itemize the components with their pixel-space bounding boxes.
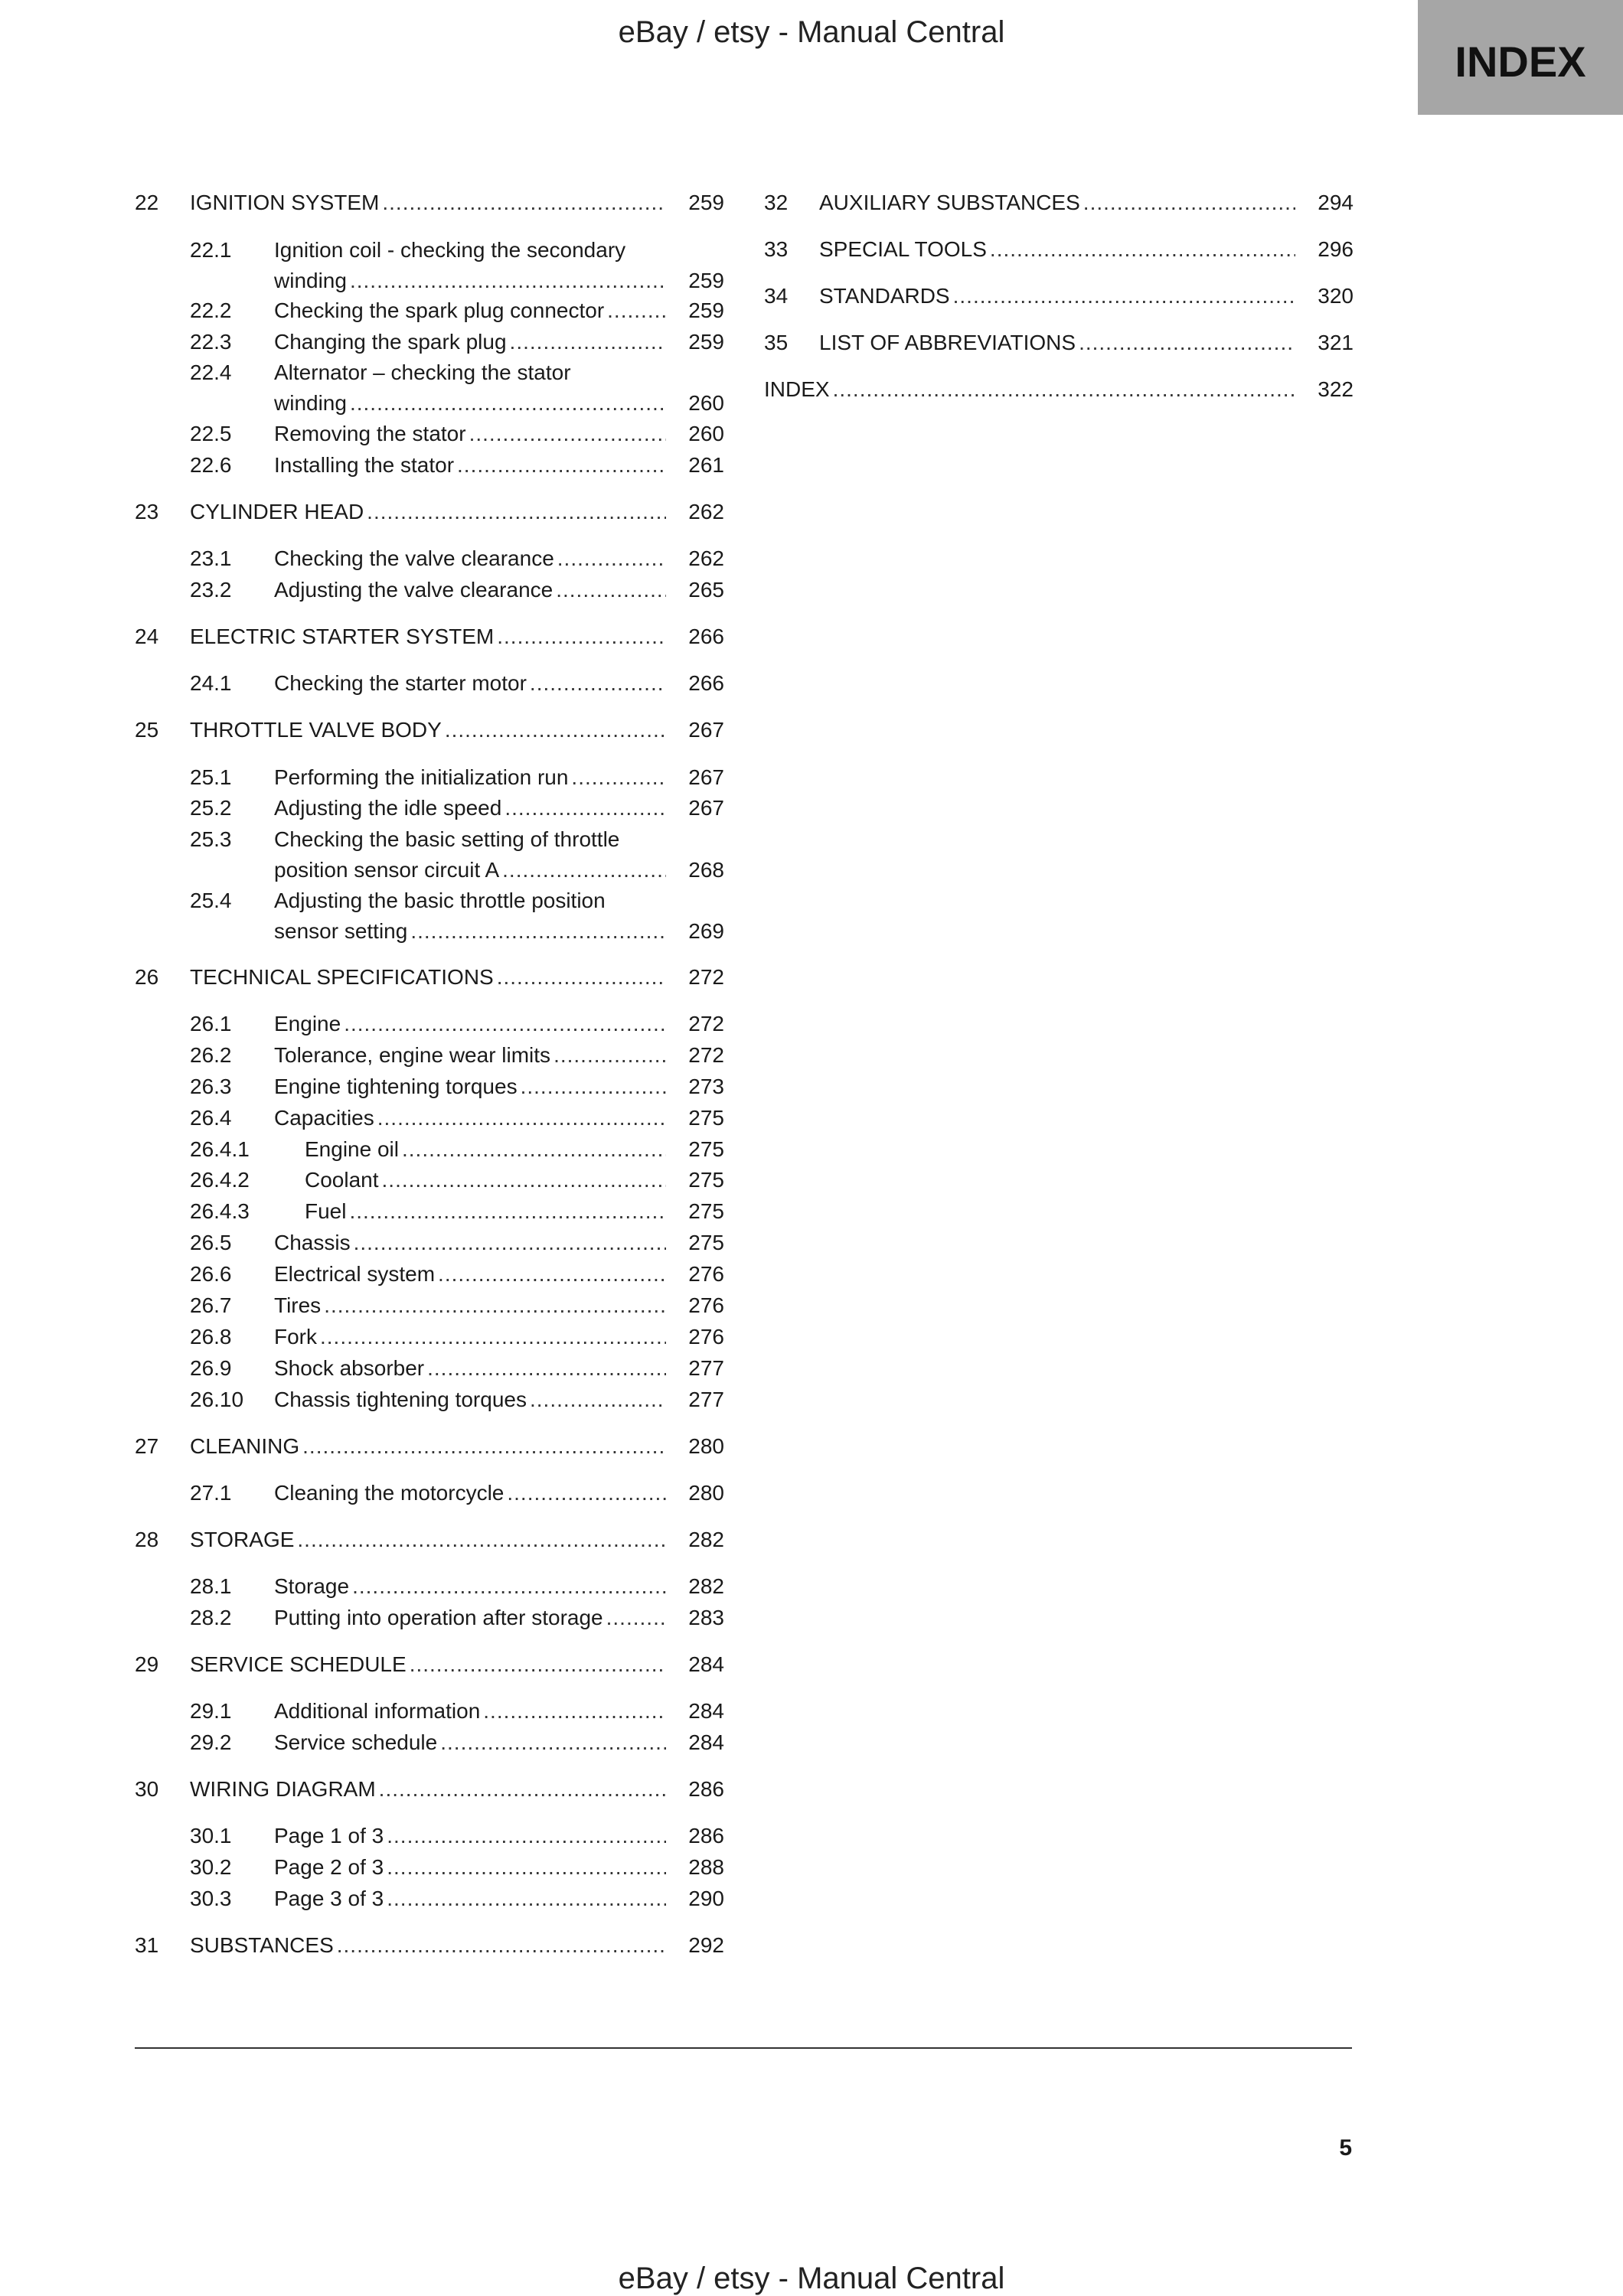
- toc-number: 26.4: [190, 1106, 232, 1130]
- toc-title: Page 3 of 3: [274, 1887, 384, 1910]
- toc-leader: [297, 1525, 666, 1555]
- toc-title: Service schedule: [274, 1730, 438, 1754]
- toc-leader: [571, 762, 666, 793]
- toc-number: 30.3: [190, 1887, 232, 1910]
- toc-title-line2: winding: [274, 269, 347, 292]
- toc-page: 272: [688, 965, 724, 989]
- toc-index[interactable]: [764, 374, 1354, 405]
- toc-section-26-8[interactable]: [190, 1322, 724, 1352]
- toc-number: 25.2: [190, 796, 232, 820]
- toc-title-line1: Alternator – checking the stator: [274, 360, 571, 384]
- footer-watermark: eBay / etsy - Manual Central: [618, 2262, 1005, 2295]
- toc-number: 34: [764, 284, 789, 308]
- toc-section-26-9[interactable]: [190, 1353, 724, 1384]
- toc-number: 26: [135, 965, 159, 989]
- toc-leader: [440, 1727, 666, 1758]
- toc-page: 282: [688, 1574, 724, 1598]
- toc-section-29-1[interactable]: [190, 1696, 724, 1727]
- toc-page: 276: [688, 1325, 724, 1349]
- toc-page: 288: [688, 1855, 724, 1879]
- toc-number: 26.8: [190, 1325, 232, 1349]
- toc-number: 26.2: [190, 1043, 232, 1067]
- toc-title-line1: Adjusting the basic throttle position: [274, 889, 606, 912]
- toc-title: Checking the spark plug connector: [274, 298, 605, 322]
- toc-section-26-2[interactable]: [190, 1040, 724, 1071]
- toc-title-line2: winding: [274, 391, 347, 415]
- toc-section-22-1[interactable]: [190, 235, 724, 296]
- toc-section-26-3[interactable]: [190, 1071, 724, 1102]
- toc-page: 320: [1318, 284, 1354, 308]
- toc-title: SPECIAL TOOLS: [819, 237, 987, 261]
- toc-number: 26.4.2: [190, 1168, 250, 1192]
- toc-page: 275: [688, 1231, 724, 1254]
- toc-title-line1: Ignition coil - checking the secondary: [274, 238, 626, 262]
- toc-page: 280: [688, 1434, 724, 1458]
- toc-page: 284: [688, 1652, 724, 1676]
- toc-page: 269: [688, 919, 724, 943]
- toc-section-23-1[interactable]: [190, 543, 724, 574]
- toc-number: 28.1: [190, 1574, 232, 1598]
- toc-leader: [387, 1883, 666, 1914]
- toc-leader: [530, 668, 666, 699]
- toc-leader: [510, 327, 666, 357]
- toc-title-line2: sensor setting: [274, 919, 408, 943]
- toc-page: 286: [688, 1777, 724, 1801]
- toc-number: 27: [135, 1434, 159, 1458]
- toc-section-24-1[interactable]: [190, 668, 724, 699]
- toc-title: Page 2 of 3: [274, 1855, 384, 1879]
- toc-leader: [554, 1040, 666, 1071]
- toc-chapter-31[interactable]: [135, 1930, 724, 1961]
- toc-number: 25.3: [190, 827, 232, 851]
- toc-section-30-1[interactable]: [190, 1821, 724, 1851]
- toc-section-26-5[interactable]: [190, 1228, 724, 1258]
- toc-number: 24: [135, 625, 159, 648]
- toc-title: Performing the initialization run: [274, 765, 569, 789]
- toc-title: TECHNICAL SPECIFICATIONS: [190, 965, 494, 989]
- toc-number: 32: [764, 191, 789, 214]
- toc-page: 277: [688, 1388, 724, 1411]
- toc-leader: [1079, 328, 1295, 358]
- toc-number: 25.4: [190, 889, 232, 912]
- toc-number: 30.2: [190, 1855, 232, 1879]
- toc-title: THROTTLE VALVE BODY: [190, 718, 442, 742]
- toc-title: Changing the spark plug: [274, 330, 507, 354]
- toc-title: STANDARDS: [819, 284, 950, 308]
- toc-number: 30.1: [190, 1824, 232, 1848]
- toc-leader: [377, 1103, 666, 1133]
- toc-page: 268: [688, 858, 724, 882]
- toc-page: 280: [688, 1481, 724, 1505]
- toc-page: 286: [688, 1824, 724, 1848]
- toc-title: Page 1 of 3: [274, 1824, 384, 1848]
- toc-section-22-5[interactable]: [190, 419, 724, 449]
- toc-page: 275: [688, 1168, 724, 1192]
- toc-page: 292: [688, 1933, 724, 1957]
- toc-number: 29: [135, 1652, 159, 1676]
- toc-page: 272: [688, 1043, 724, 1067]
- toc-section-27-1[interactable]: [190, 1478, 724, 1508]
- toc-chapter-32[interactable]: [764, 188, 1354, 218]
- toc-leader: [320, 1322, 666, 1352]
- toc-section-22-2[interactable]: [190, 295, 724, 326]
- toc-page: 259: [688, 191, 724, 214]
- toc-section-30-2[interactable]: [190, 1852, 724, 1883]
- toc-leader: [352, 1571, 666, 1602]
- toc-number: 26.9: [190, 1356, 232, 1380]
- toc-page: 284: [688, 1730, 724, 1754]
- toc-section-29-2[interactable]: [190, 1727, 724, 1758]
- toc-number: 23: [135, 500, 159, 523]
- toc-chapter-26[interactable]: [135, 962, 724, 993]
- toc-page: 260: [688, 422, 724, 445]
- toc-leader: [833, 374, 1295, 405]
- toc-leader: [530, 1384, 666, 1415]
- toc-number: 22: [135, 191, 159, 214]
- toc-leader: [1083, 188, 1295, 218]
- toc-page: 275: [688, 1199, 724, 1223]
- toc-title: Engine: [274, 1012, 341, 1035]
- toc-page: 266: [688, 625, 724, 648]
- toc-number: 35: [764, 331, 789, 354]
- toc-chapter-23[interactable]: [135, 497, 724, 527]
- toc-page: 267: [688, 718, 724, 742]
- toc-section-22-6[interactable]: [190, 450, 724, 481]
- toc-title: Engine tightening torques: [274, 1075, 518, 1098]
- toc-page: 321: [1318, 331, 1354, 354]
- toc-leader: [382, 188, 666, 218]
- toc-number: 24.1: [190, 671, 232, 695]
- toc-leader: [387, 1821, 666, 1851]
- toc-page: 262: [688, 546, 724, 570]
- toc-number: 26.6: [190, 1262, 232, 1286]
- toc-page: 267: [688, 765, 724, 789]
- toc-number: 26.5: [190, 1231, 232, 1254]
- toc-number: 25.1: [190, 765, 232, 789]
- toc-chapter-30[interactable]: [135, 1774, 724, 1805]
- toc-title: CLEANING: [190, 1434, 300, 1458]
- toc-leader: [350, 266, 666, 296]
- toc-title: Adjusting the valve clearance: [274, 578, 554, 602]
- toc-section-26-1[interactable]: [190, 1009, 724, 1039]
- toc-title: Capacities: [274, 1106, 374, 1130]
- toc-title: Putting into operation after storage: [274, 1606, 603, 1629]
- toc-number: 22.5: [190, 422, 232, 445]
- toc-section-22-4[interactable]: [190, 357, 724, 419]
- toc-page: 275: [688, 1137, 724, 1161]
- toc-chapter-29[interactable]: [135, 1649, 724, 1680]
- toc-subsection-26-4-3[interactable]: [190, 1196, 724, 1227]
- toc-title: Storage: [274, 1574, 350, 1598]
- index-tab[interactable]: [1418, 0, 1623, 115]
- toc-title: Tires: [274, 1293, 322, 1317]
- toc-page: 290: [688, 1887, 724, 1910]
- toc-number: 29.2: [190, 1730, 232, 1754]
- toc-section-26-7[interactable]: [190, 1290, 724, 1321]
- toc-subsection-26-4-1[interactable]: [190, 1134, 724, 1165]
- toc-page: 266: [688, 671, 724, 695]
- toc-page: 267: [688, 796, 724, 820]
- toc-page: 262: [688, 500, 724, 523]
- toc-title: LIST OF ABBREVIATIONS: [819, 331, 1076, 354]
- toc-number: 26.4.1: [190, 1137, 250, 1161]
- toc-chapter-24[interactable]: [135, 621, 724, 652]
- toc-leader: [410, 1649, 666, 1680]
- toc-leader: [505, 793, 666, 823]
- toc-page: 260: [688, 391, 724, 415]
- toc-section-25-3[interactable]: [190, 824, 724, 885]
- toc-leader: [445, 715, 666, 745]
- toc-number: 22.4: [190, 360, 232, 384]
- toc-leader: [606, 1603, 666, 1633]
- toc-title: ELECTRIC STARTER SYSTEM: [190, 625, 495, 648]
- toc-section-28-2[interactable]: [190, 1603, 724, 1633]
- toc-title: Checking the valve clearance: [274, 546, 554, 570]
- toc-title: IGNITION SYSTEM: [190, 191, 380, 214]
- toc-leader: [556, 575, 666, 605]
- toc-section-26-4[interactable]: [190, 1103, 724, 1133]
- toc-title: Engine oil: [305, 1137, 399, 1161]
- toc-section-25-4[interactable]: [190, 885, 724, 947]
- toc-title: Removing the stator: [274, 422, 466, 445]
- toc-title: Chassis tightening torques: [274, 1388, 527, 1411]
- toc-number: 28: [135, 1528, 159, 1551]
- page-number: 5: [1339, 2135, 1352, 2161]
- toc-number: 26.1: [190, 1012, 232, 1035]
- toc-number: 25: [135, 718, 159, 742]
- toc-section-28-1[interactable]: [190, 1571, 724, 1602]
- toc-title: Cleaning the motorcycle: [274, 1481, 505, 1505]
- toc-number: 22.2: [190, 298, 232, 322]
- toc-leader: [427, 1353, 666, 1384]
- toc-number: 31: [135, 1933, 159, 1957]
- header-watermark: eBay / etsy - Manual Central: [618, 15, 1005, 49]
- toc-leader: [497, 962, 666, 993]
- toc-title-line2: position sensor circuit A: [274, 858, 500, 882]
- toc-number: 30: [135, 1777, 159, 1801]
- toc-title: WIRING DIAGRAM: [190, 1777, 376, 1801]
- toc-title: SUBSTANCES: [190, 1933, 334, 1957]
- toc-section-25-1[interactable]: [190, 762, 724, 793]
- toc-leader: [337, 1930, 666, 1961]
- toc-number: 22.1: [190, 238, 232, 262]
- toc-page: 296: [1318, 237, 1354, 261]
- toc-chapter-34[interactable]: [764, 281, 1354, 311]
- toc-leader: [367, 497, 666, 527]
- toc-title: Checking the starter motor: [274, 671, 527, 695]
- toc-number: 26.3: [190, 1075, 232, 1098]
- toc-number: 23.2: [190, 578, 232, 602]
- toc-page: 259: [688, 298, 724, 322]
- toc-subsection-26-4-2[interactable]: [190, 1165, 724, 1195]
- toc-title: INDEX: [764, 377, 830, 401]
- toc-title: Adjusting the idle speed: [274, 796, 502, 820]
- toc-title: Fuel: [305, 1199, 347, 1223]
- toc-title: Installing the stator: [274, 453, 455, 477]
- toc-section-23-2[interactable]: [190, 575, 724, 605]
- toc-title: Tolerance, engine wear limits: [274, 1043, 551, 1067]
- toc-page: 284: [688, 1699, 724, 1723]
- toc-title: Chassis: [274, 1231, 351, 1254]
- toc-leader: [324, 1290, 666, 1321]
- toc-page: 259: [688, 269, 724, 292]
- index-tab-label: INDEX: [1455, 37, 1586, 86]
- toc-number: 26.7: [190, 1293, 232, 1317]
- toc-leader: [410, 916, 666, 947]
- toc-leader: [354, 1228, 666, 1258]
- toc-leader: [387, 1852, 666, 1883]
- toc-title: STORAGE: [190, 1528, 295, 1551]
- toc-page: 265: [688, 578, 724, 602]
- toc-page: 277: [688, 1356, 724, 1380]
- toc-title: SERVICE SCHEDULE: [190, 1652, 407, 1676]
- toc-page: 294: [1318, 191, 1354, 214]
- toc-section-26-6[interactable]: [190, 1259, 724, 1290]
- toc-page: 259: [688, 330, 724, 354]
- toc-number: 26.10: [190, 1388, 244, 1411]
- toc-chapter-22[interactable]: [135, 188, 724, 218]
- toc-page: 276: [688, 1293, 724, 1317]
- toc-chapter-35[interactable]: [764, 328, 1354, 358]
- toc-leader: [507, 1478, 666, 1508]
- toc-page: 276: [688, 1262, 724, 1286]
- toc-section-30-3[interactable]: [190, 1883, 724, 1914]
- toc-page: 273: [688, 1075, 724, 1098]
- toc-title: Fork: [274, 1325, 317, 1349]
- toc-leader: [382, 1165, 666, 1195]
- toc-section-25-2[interactable]: [190, 793, 724, 823]
- toc-chapter-33[interactable]: [764, 234, 1354, 265]
- toc-number: 22.6: [190, 453, 232, 477]
- toc-leader: [438, 1259, 666, 1290]
- toc-leader: [344, 1009, 666, 1039]
- toc-leader: [990, 234, 1295, 265]
- toc-leader: [557, 543, 666, 574]
- toc-title: Coolant: [305, 1168, 379, 1192]
- toc-leader: [302, 1431, 666, 1462]
- toc-leader: [521, 1071, 666, 1102]
- toc-leader: [497, 621, 666, 652]
- toc-chapter-25[interactable]: [135, 715, 724, 745]
- toc-chapter-28[interactable]: [135, 1525, 724, 1555]
- toc-chapter-27[interactable]: [135, 1431, 724, 1462]
- toc-page: 282: [688, 1528, 724, 1551]
- toc-section-22-3[interactable]: [190, 327, 724, 357]
- toc-number: 33: [764, 237, 789, 261]
- toc-leader: [350, 388, 666, 419]
- toc-number: 27.1: [190, 1481, 232, 1505]
- toc-title: Electrical system: [274, 1262, 436, 1286]
- toc-page: 272: [688, 1012, 724, 1035]
- toc-leader: [402, 1134, 666, 1165]
- toc-leader: [607, 295, 666, 326]
- toc-section-26-10[interactable]: [190, 1384, 724, 1415]
- toc-number: 26.4.3: [190, 1199, 250, 1223]
- toc-page: 261: [688, 453, 724, 477]
- toc-page: 322: [1318, 377, 1354, 401]
- toc-leader: [457, 450, 666, 481]
- toc-number: 29.1: [190, 1699, 232, 1723]
- toc-page: 283: [688, 1606, 724, 1629]
- toc-number: 22.3: [190, 330, 232, 354]
- toc-number: 28.2: [190, 1606, 232, 1629]
- toc-title: Shock absorber: [274, 1356, 425, 1380]
- toc-title: Additional information: [274, 1699, 481, 1723]
- toc-leader: [483, 1696, 666, 1727]
- toc-title: AUXILIARY SUBSTANCES: [819, 191, 1080, 214]
- footer-divider: [135, 2047, 1352, 2049]
- toc-leader: [379, 1774, 666, 1805]
- toc-leader: [469, 419, 666, 449]
- toc-page: 275: [688, 1106, 724, 1130]
- toc-leader: [349, 1196, 666, 1227]
- toc-leader: [502, 855, 666, 885]
- toc-title: CYLINDER HEAD: [190, 500, 364, 523]
- toc-leader: [953, 281, 1295, 311]
- toc-number: 23.1: [190, 546, 232, 570]
- toc-title-line1: Checking the basic setting of throttle: [274, 827, 620, 851]
